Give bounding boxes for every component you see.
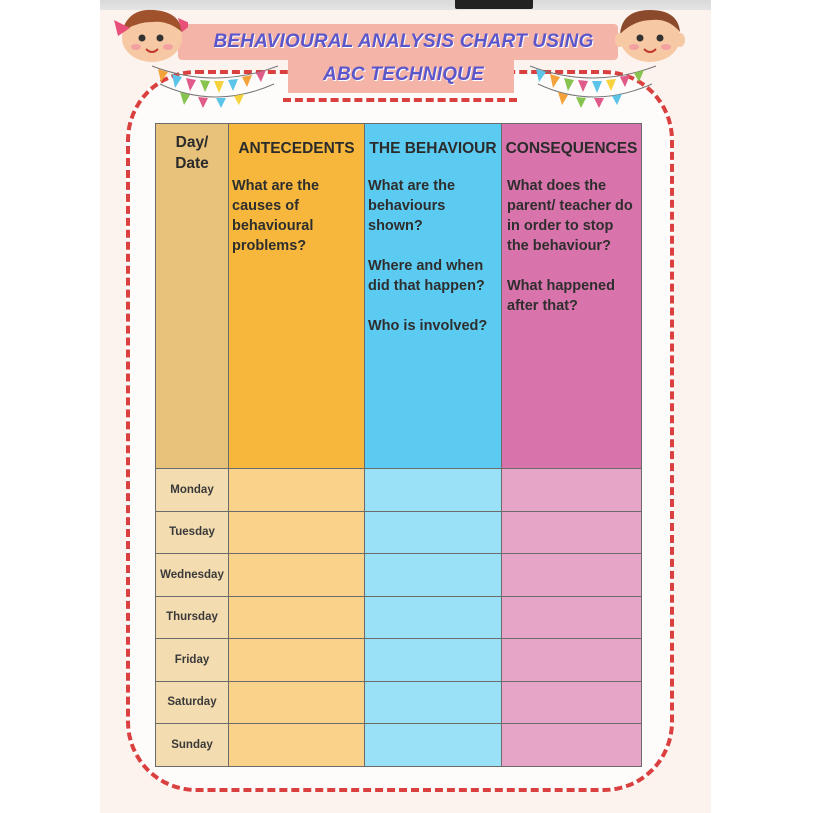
table-row [156, 511, 642, 554]
header-antecedents: ANTECEDENTS [229, 124, 365, 175]
consequences-cell[interactable] [502, 511, 642, 554]
consequences-cell[interactable] [502, 681, 642, 724]
table-row [156, 554, 642, 597]
day-monday: Monday [156, 469, 229, 512]
antecedents-cell[interactable] [229, 639, 365, 682]
consequences-cell[interactable] [502, 724, 642, 767]
behaviour-cell[interactable] [365, 596, 502, 639]
page-title-line2: ABC TECHNIQUE [323, 64, 484, 85]
day-sunday: Sunday [156, 724, 229, 767]
day-thursday: Thursday [156, 596, 229, 639]
antecedents-cell[interactable] [229, 681, 365, 724]
behaviour-cell[interactable] [365, 724, 502, 767]
day-label: Day/ [175, 134, 209, 151]
consequences-cell[interactable] [502, 554, 642, 597]
abc-chart-table [155, 123, 642, 767]
consequences-cell[interactable] [502, 596, 642, 639]
antecedents-question: What are the causes of behavioural problems? [232, 178, 320, 254]
behaviour-cell[interactable] [365, 681, 502, 724]
description-row [156, 174, 642, 469]
description-day-cell [156, 174, 229, 469]
antecedents-cell[interactable] [229, 554, 365, 597]
bunting-flags-icon [528, 60, 658, 110]
day-friday: Friday [156, 639, 229, 682]
consequences-question-2: What happened after that? [507, 278, 615, 314]
header-behaviour: THE BEHAVIOUR [365, 124, 502, 175]
behaviour-cell[interactable] [365, 639, 502, 682]
top-tab [455, 0, 533, 9]
bunting-flags-icon [150, 60, 280, 110]
antecedents-cell[interactable] [229, 511, 365, 554]
boy-face-icon [612, 4, 690, 64]
date-label: Date [175, 155, 209, 172]
girl-face-icon [108, 2, 188, 64]
table-row [156, 469, 642, 512]
consequences-description [502, 174, 642, 469]
antecedents-cell[interactable] [229, 596, 365, 639]
table-row [156, 724, 642, 767]
table-row [156, 681, 642, 724]
behaviour-cell[interactable] [365, 469, 502, 512]
header-day-date [156, 124, 229, 175]
page-title-line1: BEHAVIOURAL ANALYSIS CHART USING [213, 31, 594, 52]
behaviour-question-2: Where and when did that happen? [368, 258, 485, 294]
behaviour-cell[interactable] [365, 554, 502, 597]
behaviour-question-3: Who is involved? [368, 318, 488, 334]
consequences-question-1: What does the parent/ teacher do in order to stop the behaviour? [507, 178, 633, 254]
behaviour-cell[interactable] [365, 511, 502, 554]
title-underline [283, 98, 517, 102]
header-consequences: CONSEQUENCES [502, 124, 642, 175]
consequences-cell[interactable] [502, 469, 642, 512]
consequences-cell[interactable] [502, 639, 642, 682]
antecedents-cell[interactable] [229, 724, 365, 767]
header-row [156, 124, 642, 175]
day-tuesday: Tuesday [156, 511, 229, 554]
day-wednesday: Wednesday [156, 554, 229, 597]
day-saturday: Saturday [156, 681, 229, 724]
antecedents-cell[interactable] [229, 469, 365, 512]
table-row [156, 639, 642, 682]
behaviour-question-1: What are the behaviours shown? [368, 178, 456, 234]
behaviour-description [365, 174, 502, 469]
antecedents-description [229, 174, 365, 469]
table-row [156, 596, 642, 639]
